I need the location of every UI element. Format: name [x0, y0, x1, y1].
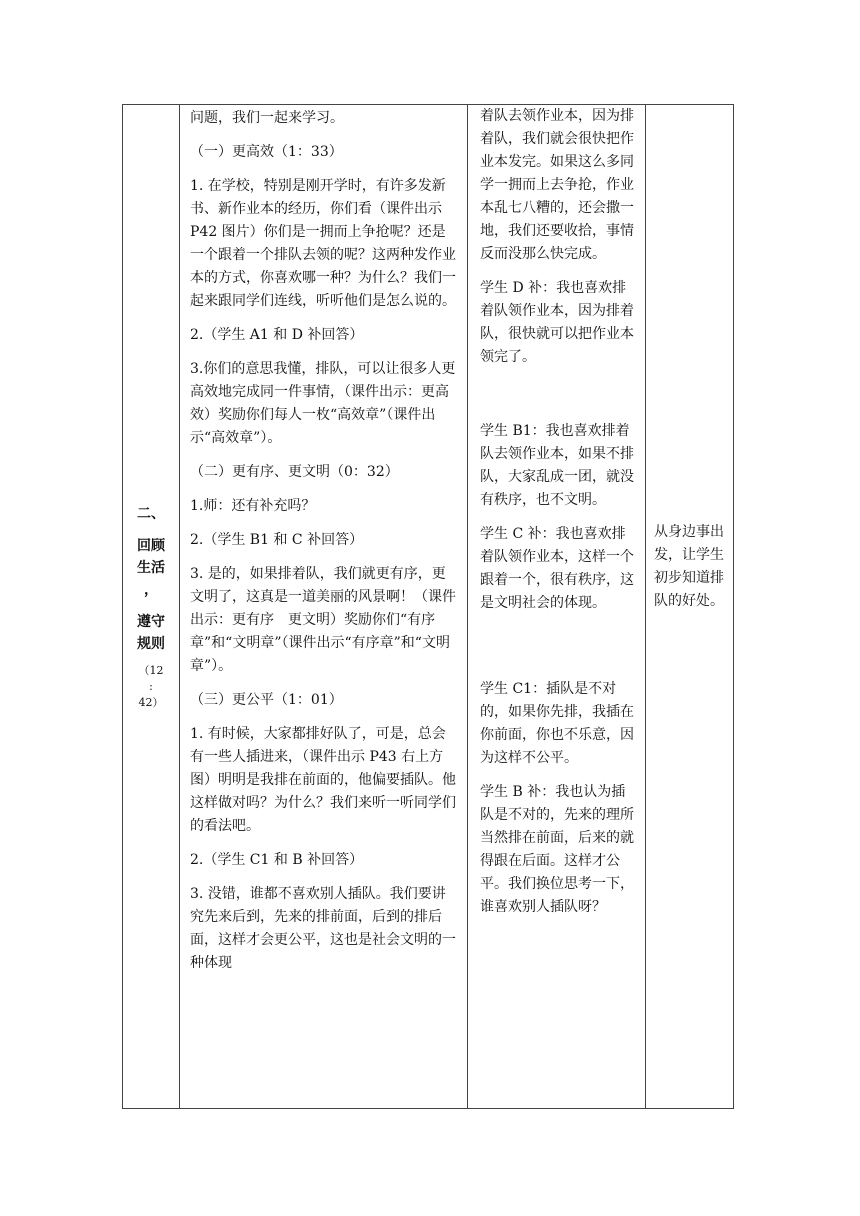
table-row	[123, 105, 734, 1109]
paragraph: 2.（学生 B1 和 C 补回答）	[190, 532, 364, 548]
design-intent-text: 从身边事出发，让学生初步知道排队的好处。	[654, 523, 724, 609]
section-number: 二、	[137, 505, 165, 522]
paragraph: 2.（学生 C1 和 B 补回答）	[190, 852, 364, 868]
student-answer: 学生 C 补：我也喜欢排着队领作业本，这样一个跟着一个，很有秩序，这是文明社会的体现。	[480, 526, 634, 611]
paragraph: 3. 是的，如果排着队，我们就更有序，更文明了，这真是一道美丽的风景啊！（课件出示：更有序 更文明）奖励你们“有序章”和“文明章”（课件出示“有序章”和“文明章”）。	[190, 566, 456, 674]
subheading: （一）更高效（1：33）	[190, 144, 343, 160]
student-answer: 学生 B 补：我也认为插队是不对的，先来的理所当然排在前面，后来的就得跟在后面。这样才公平。我们换位思考一下，谁喜欢别人插队呀？	[480, 784, 634, 915]
paragraph: 2.（学生 A1 和 D 补回答）	[190, 327, 364, 343]
student-activity-cell	[468, 105, 646, 1109]
section-label-cell	[123, 105, 180, 1109]
paragraph: 3.你们的意思我懂，排队，可以让很多人更高效地完成同一件事情，（课件出示：更高效）奖励你们每人一枚“高效章”（课件出示“高效章”）。	[190, 361, 456, 446]
paragraph: 1.师：还有补充吗？	[190, 498, 316, 514]
subheading: （二）更有序、更文明（0：32）	[190, 464, 399, 480]
teacher-activity-cell	[180, 105, 468, 1109]
student-answer: 学生 D 补：我也喜欢排着队领作业本，因为排着队，很快就可以把作业本领完了。	[480, 280, 634, 365]
student-answer: 学生 B1：我也喜欢排着队去领作业本，如果不排队，大家乱成一团，就没有秩序，也不文明。	[480, 423, 634, 508]
student-answer: 着队去领作业本，因为排着队，我们就会很快把作业本发完。如果这么多同学一拥而上去争抢，作业本乱七八糟的，还会撒一地，我们还要收拾，事情反而没那么快完成。	[480, 108, 634, 262]
paragraph: 1. 在学校，特别是刚开学时，有许多发新书、新作业本的经历，你们看（课件出示 P42 图片）你们是一拥而上争抢呢？还是一个跟着一个排队去领的呢？这两种发作业本的方式，你喜欢哪一种？为什么？我们一起来跟同学们连线，听听他们是怎么说的。	[190, 178, 456, 309]
design-intent-cell	[646, 105, 734, 1109]
paragraph: 问题，我们一起来学习。	[190, 110, 344, 126]
subheading: （三）更公平（1：01）	[190, 692, 343, 708]
section-time: （12 : 42）	[138, 663, 164, 709]
paragraph: 3. 没错，谁都不喜欢别人插队。我们要讲究先来后到，先来的排前面，后到的排后面，这样才会更公平，这也是社会文明的一种体现	[190, 886, 456, 971]
student-answer: 学生 C1：插队是不对的，如果你先排，我插在你前面，你也不乐意，因为这样不公平。	[480, 681, 634, 766]
lesson-plan-table	[122, 104, 734, 1109]
paragraph: 1. 有时候，大家都排好队了，可是，总会有一些人插进来，（课件出示 P43 右上方图）明明是我排在前面的，他偏要插队。他这样做对吗？为什么？我们来听一听同学们的看法吧。	[190, 726, 456, 834]
section-title: 回顾 生活 ， 遵守 规则	[137, 537, 165, 652]
